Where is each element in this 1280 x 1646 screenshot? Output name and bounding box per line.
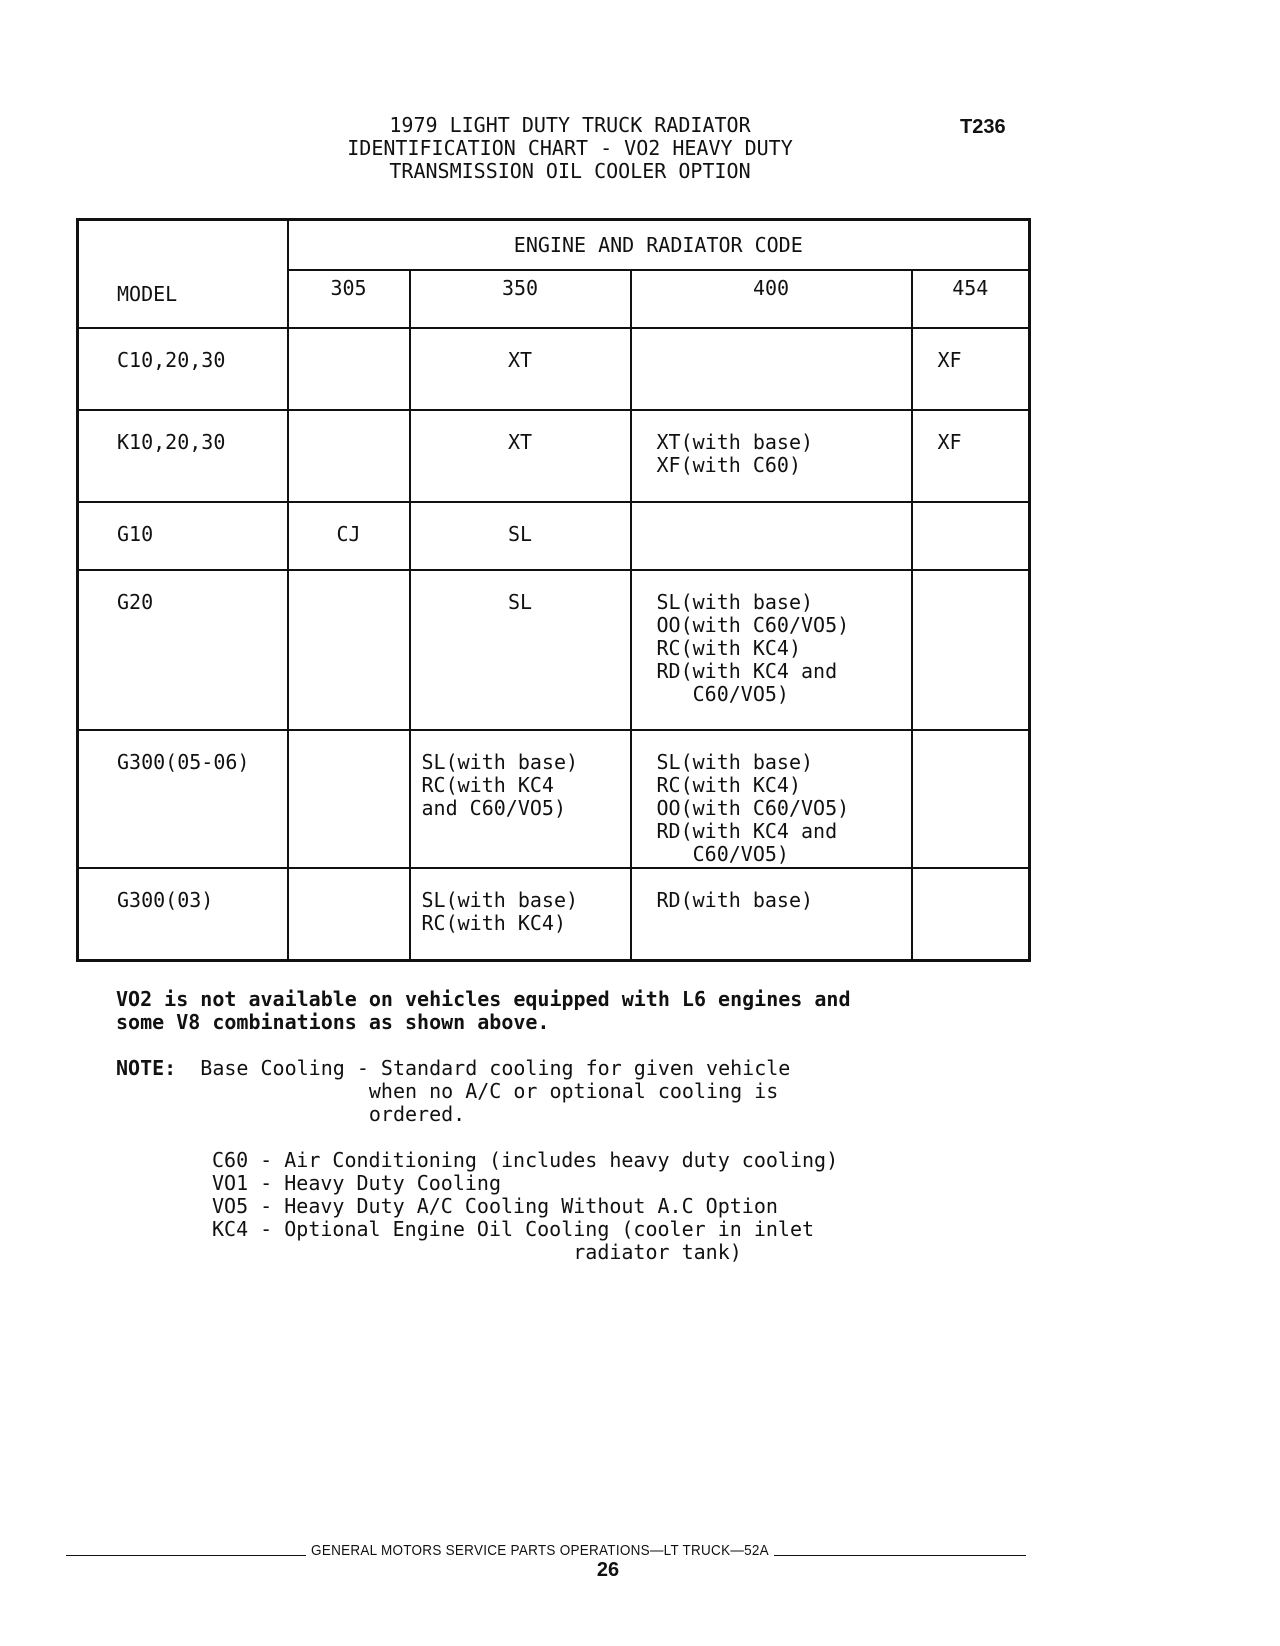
model-cell: C10,20,30 [78, 328, 288, 410]
model-cell: K10,20,30 [78, 410, 288, 502]
document-code: T236 [960, 116, 1006, 138]
code-cell-305 [288, 868, 410, 960]
code-cell-350: SL(with base) RC(with KC4 and C60/VO5) [410, 730, 631, 868]
code-cell-305 [288, 730, 410, 868]
code-cell-400: RD(with base) [631, 868, 912, 960]
table-row [78, 868, 1030, 960]
code-cell-400 [631, 502, 912, 570]
code-cell-305 [288, 570, 410, 730]
code-cell-454: XF [912, 410, 1030, 502]
table-header-row [78, 220, 1030, 271]
code-cell-400 [631, 328, 912, 410]
column-header-454: 454 [912, 270, 1030, 328]
table-row [78, 730, 1030, 868]
model-cell: G20 [78, 570, 288, 730]
code-cell-454 [912, 868, 1030, 960]
code-cell-305 [288, 328, 410, 410]
engine-group-header: ENGINE AND RADIATOR CODE [288, 220, 1030, 271]
base-cooling-note [116, 1057, 790, 1126]
option-definitions: C60 - Air Conditioning (includes heavy duty cooling) VO1 - Heavy Duty Cooling VO5 - Heavy Duty A/C Cooling Without A.C Option KC4 - Optional Engine Oil Cooling (cooler in inlet radiator tank) [212, 1148, 839, 1264]
radiator-identification-table [76, 218, 1031, 962]
code-cell-454 [912, 502, 1030, 570]
code-cell-400: XT(with base) XF(with C60) [631, 410, 912, 502]
code-cell-400: SL(with base) OO(with C60/VO5) RC(with KC4) RD(with KC4 and C60/VO5) [631, 570, 912, 730]
note-label: NOTE: [116, 1056, 177, 1080]
table-row [78, 410, 1030, 502]
model-cell: G300(03) [78, 868, 288, 960]
page-number: 26 [596, 1559, 620, 1581]
column-header-305: 305 [288, 270, 410, 328]
code-cell-350: SL [410, 570, 631, 730]
column-header-400: 400 [631, 270, 912, 328]
model-column-header: MODEL [78, 220, 288, 329]
availability-note: VO2 is not available on vehicles equipped with L6 engines and some V8 combinations as shown above. [116, 987, 851, 1034]
table-row [78, 570, 1030, 730]
code-cell-400: SL(with base) RC(with KC4) OO(with C60/VO5) RD(with KC4 and C60/VO5) [631, 730, 912, 868]
table-row [78, 502, 1030, 570]
page-title: 1979 LIGHT DUTY TRUCK RADIATOR IDENTIFICATION CHART - VO2 HEAVY DUTY TRANSMISSION OIL COOLER OPTION [347, 113, 793, 183]
code-cell-350: XT [410, 328, 631, 410]
code-cell-350: SL(with base) RC(with KC4) [410, 868, 631, 960]
code-cell-350: SL [410, 502, 631, 570]
model-cell: G10 [78, 502, 288, 570]
code-cell-305 [288, 410, 410, 502]
table-row [78, 328, 1030, 410]
code-cell-454 [912, 570, 1030, 730]
code-cell-350: XT [410, 410, 631, 502]
model-cell: G300(05-06) [78, 730, 288, 868]
code-cell-305: CJ [288, 502, 410, 570]
note-text: Base Cooling - Standard cooling for given vehicle when no A/C or optional cooling is ordered. [200, 1056, 791, 1126]
code-cell-454: XF [912, 328, 1030, 410]
footer-text: GENERAL MOTORS SERVICE PARTS OPERATIONS—LT TRUCK—52A [306, 1542, 774, 1559]
column-header-350: 350 [410, 270, 631, 328]
code-cell-454 [912, 730, 1030, 868]
